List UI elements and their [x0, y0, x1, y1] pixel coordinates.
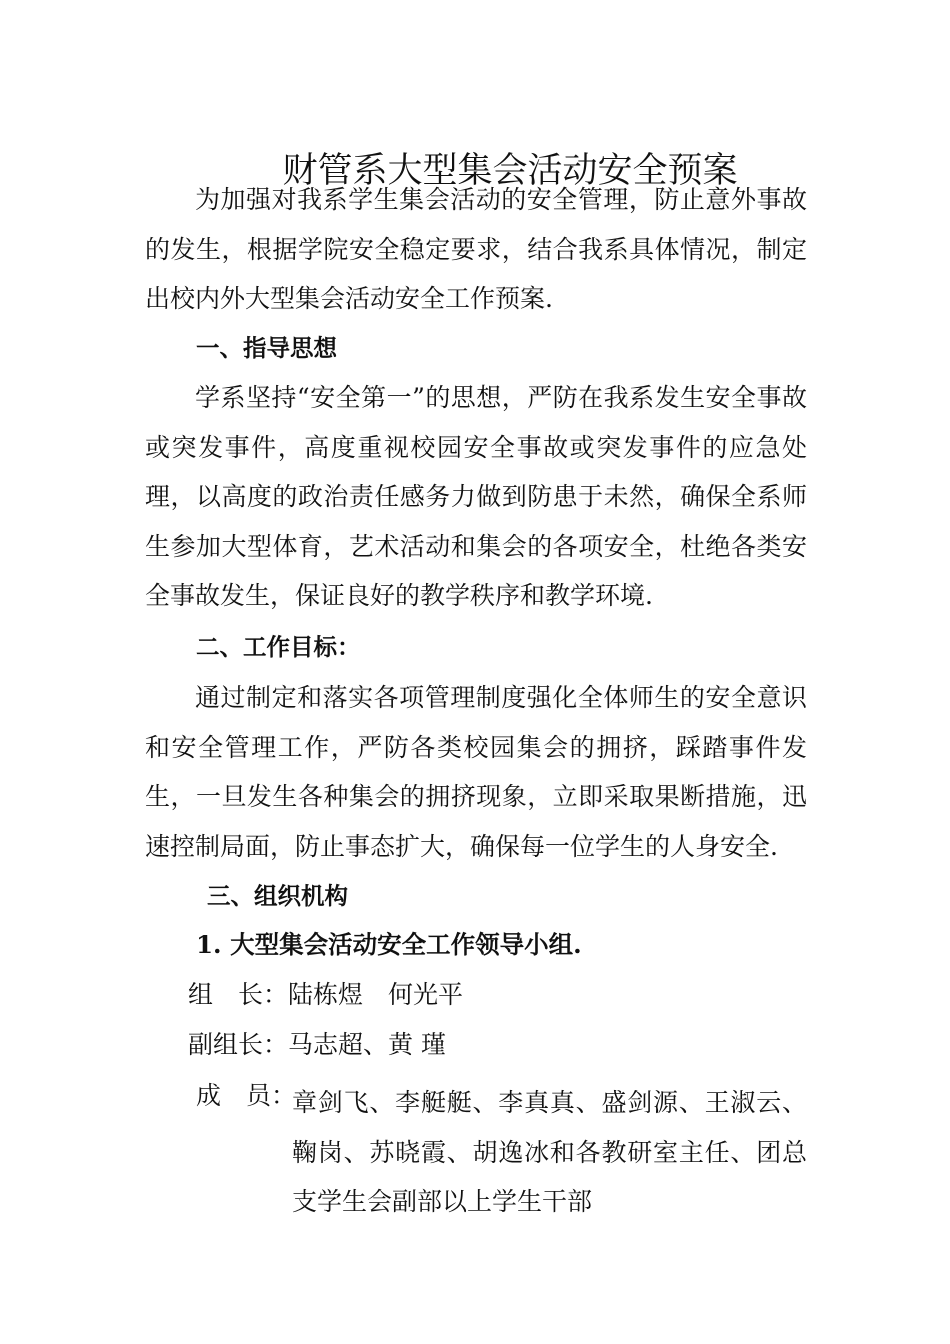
section-heading-work-goals: 二、工作目标：: [196, 633, 361, 661]
document-title: 财管系大型集会活动安全预案: [282, 151, 738, 192]
deputy-leader-label: 副组长：: [188, 1030, 289, 1059]
section-heading-organization: 三、组织机构: [207, 882, 348, 910]
members-label: 成 员：: [196, 1081, 297, 1110]
section-heading-guiding-ideology: 一、指导思想: [196, 334, 337, 362]
leader-row: [188, 975, 463, 1015]
leader-value: 陆栋煜 何光平: [288, 980, 464, 1009]
work-goals-paragraph: 通过制定和落实各项管理制度强化全体师生的安全意识和安全管理工作，严防各类校园集会的拥挤，踩踏事件发生，一旦发生各种集会的拥挤现象，立即采取果断措施，迅速控制局面，防止事态扩大，确保每一位学生的人身安全.: [145, 683, 807, 861]
leadership-group-subheading: 1. 大型集会活动安全工作领导小组.: [196, 930, 582, 959]
deputy-leader-row: [188, 1025, 446, 1065]
members-list: 章剑飞、李艇艇、李真真、盛剑源、王淑云、鞠岗、苏晓霞、胡逸冰和各教研室主任、团总支学生会副部以上学生干部: [292, 1088, 807, 1216]
leader-label: 组 长：: [188, 980, 289, 1009]
guiding-ideology-paragraph: 学系坚持“安全第一”的思想，严防在我系发生安全事故或突发事件，高度重视校园安全事故或突发事件的应急处理，以高度的政治责任感务力做到防患于未然，确保全系师生参加大型体育，艺术活动和集会的各项安全，杜绝各类安全事故发生，保证良好的教学秩序和教学环境.: [145, 383, 807, 610]
intro-paragraph: 为加强对我系学生集会活动的安全管理，防止意外事故的发生，根据学院安全稳定要求，结合我系具体情况，制定出校内外大型集会活动安全工作预案.: [145, 185, 807, 313]
deputy-leader-value: 马志超、黄 瑾: [288, 1030, 446, 1059]
